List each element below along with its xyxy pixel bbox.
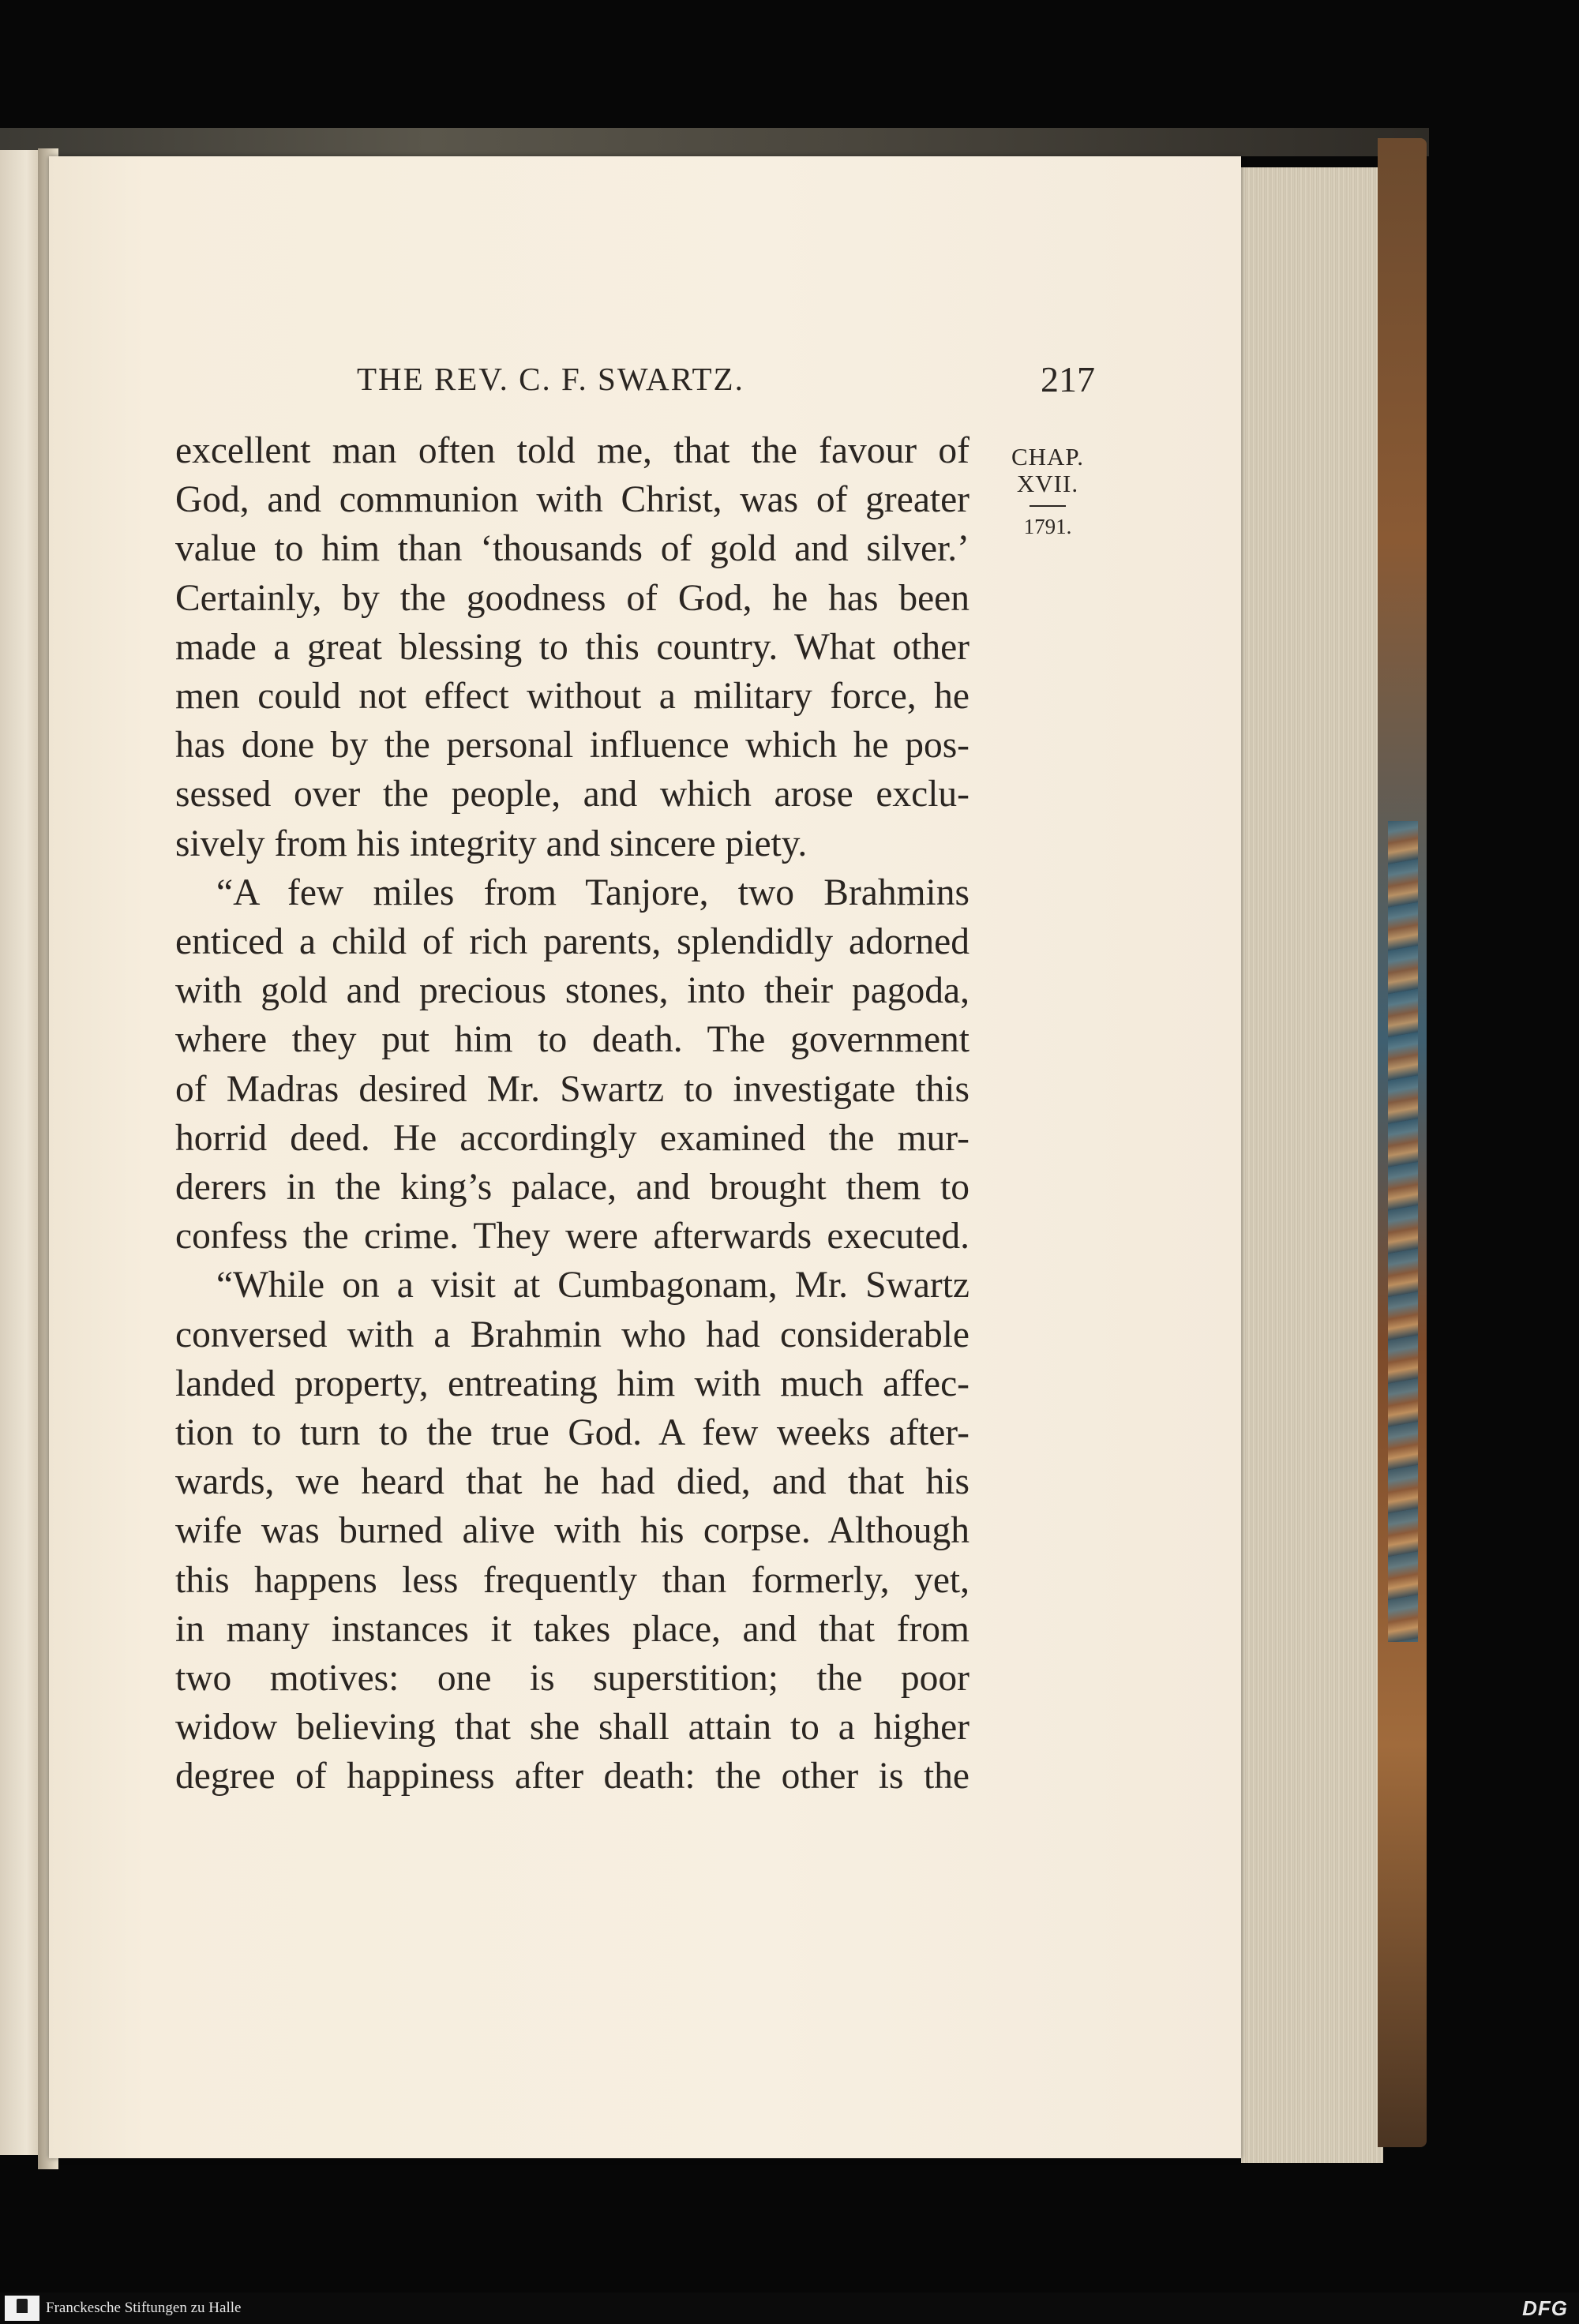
text-line: wife was burned alive with his corpse. Although <box>175 1510 970 1552</box>
text-line: excellent man often told me, that the favour of <box>175 430 970 471</box>
text-line: confess the crime. They were afterwards executed. <box>175 1216 970 1258</box>
text-line: Certainly, by the goodness of God, he has been <box>175 577 970 619</box>
page-block-edges <box>1241 167 1383 2163</box>
text-line: two motives: one is superstition; the poor <box>175 1658 970 1700</box>
text-line: widow believing that she shall attain to a higher <box>175 1707 970 1749</box>
body-text <box>175 426 970 1801</box>
text-line: enticed a child of rich parents, splendidly adorned <box>175 921 970 963</box>
chapter-number: XVII. <box>1016 470 1079 497</box>
text-line: sessed over the people, and which arose exclu- <box>175 774 970 815</box>
text-line: landed property, entreating him with much affec- <box>175 1363 970 1404</box>
institution-name: Franckesche Stiftungen zu Halle <box>46 2300 242 2316</box>
institution-logo-icon <box>5 2296 39 2321</box>
margin-rule <box>1030 505 1066 507</box>
text-line: made a great blessing to this country. What other <box>175 626 970 668</box>
text-line: men could not effect without a military force, he <box>175 676 970 718</box>
text-line: sively from his integrity and sincere piety. <box>175 823 808 864</box>
text-line: degree of happiness after death: the other is the <box>175 1756 970 1797</box>
chapter-label: CHAP. <box>1011 443 1084 470</box>
book-top-edge <box>0 128 1429 156</box>
margin-note <box>996 444 1099 538</box>
margin-year: 1791. <box>1023 515 1072 538</box>
text-line: “While on a visit at Cumbagonam, Mr. Swartz <box>216 1265 970 1306</box>
running-title: THE REV. C. F. SWARTZ. <box>357 361 744 397</box>
footer-bar <box>0 2292 1579 2324</box>
text-line: horrid deed. He accordingly examined the mur- <box>175 1117 970 1159</box>
text-line: in many instances it takes place, and that from <box>175 1608 970 1650</box>
funder-logo: DFG <box>1522 2296 1568 2320</box>
text-line: derers in the king’s palace, and brought them to <box>175 1167 970 1209</box>
text-line: wards, we heard that he had died, and that his <box>175 1461 970 1503</box>
text-line: this happens less frequently than formerly, yet, <box>175 1559 970 1601</box>
text-line: where they put him to death. The government <box>175 1019 970 1061</box>
text-line: value to him than ‘thousands of gold and silver.’ <box>175 528 970 570</box>
text-line: of Madras desired Mr. Swartz to investigate this <box>175 1068 970 1110</box>
marbled-cover-strip <box>1388 821 1418 1642</box>
logo-mark-icon <box>17 2299 28 2313</box>
text-line: tion to turn to the true God. A few weeks after- <box>175 1412 970 1454</box>
page-number: 217 <box>1041 359 1095 399</box>
text-line: has done by the personal influence which he pos- <box>175 725 970 767</box>
text-line: God, and communion with Christ, was of greater <box>175 479 970 521</box>
text-line: “A few miles from Tanjore, two Brahmins <box>216 872 970 913</box>
text-line: conversed with a Brahmin who had considerable <box>175 1314 970 1355</box>
text-line: with gold and precious stones, into their pagoda, <box>175 970 970 1012</box>
